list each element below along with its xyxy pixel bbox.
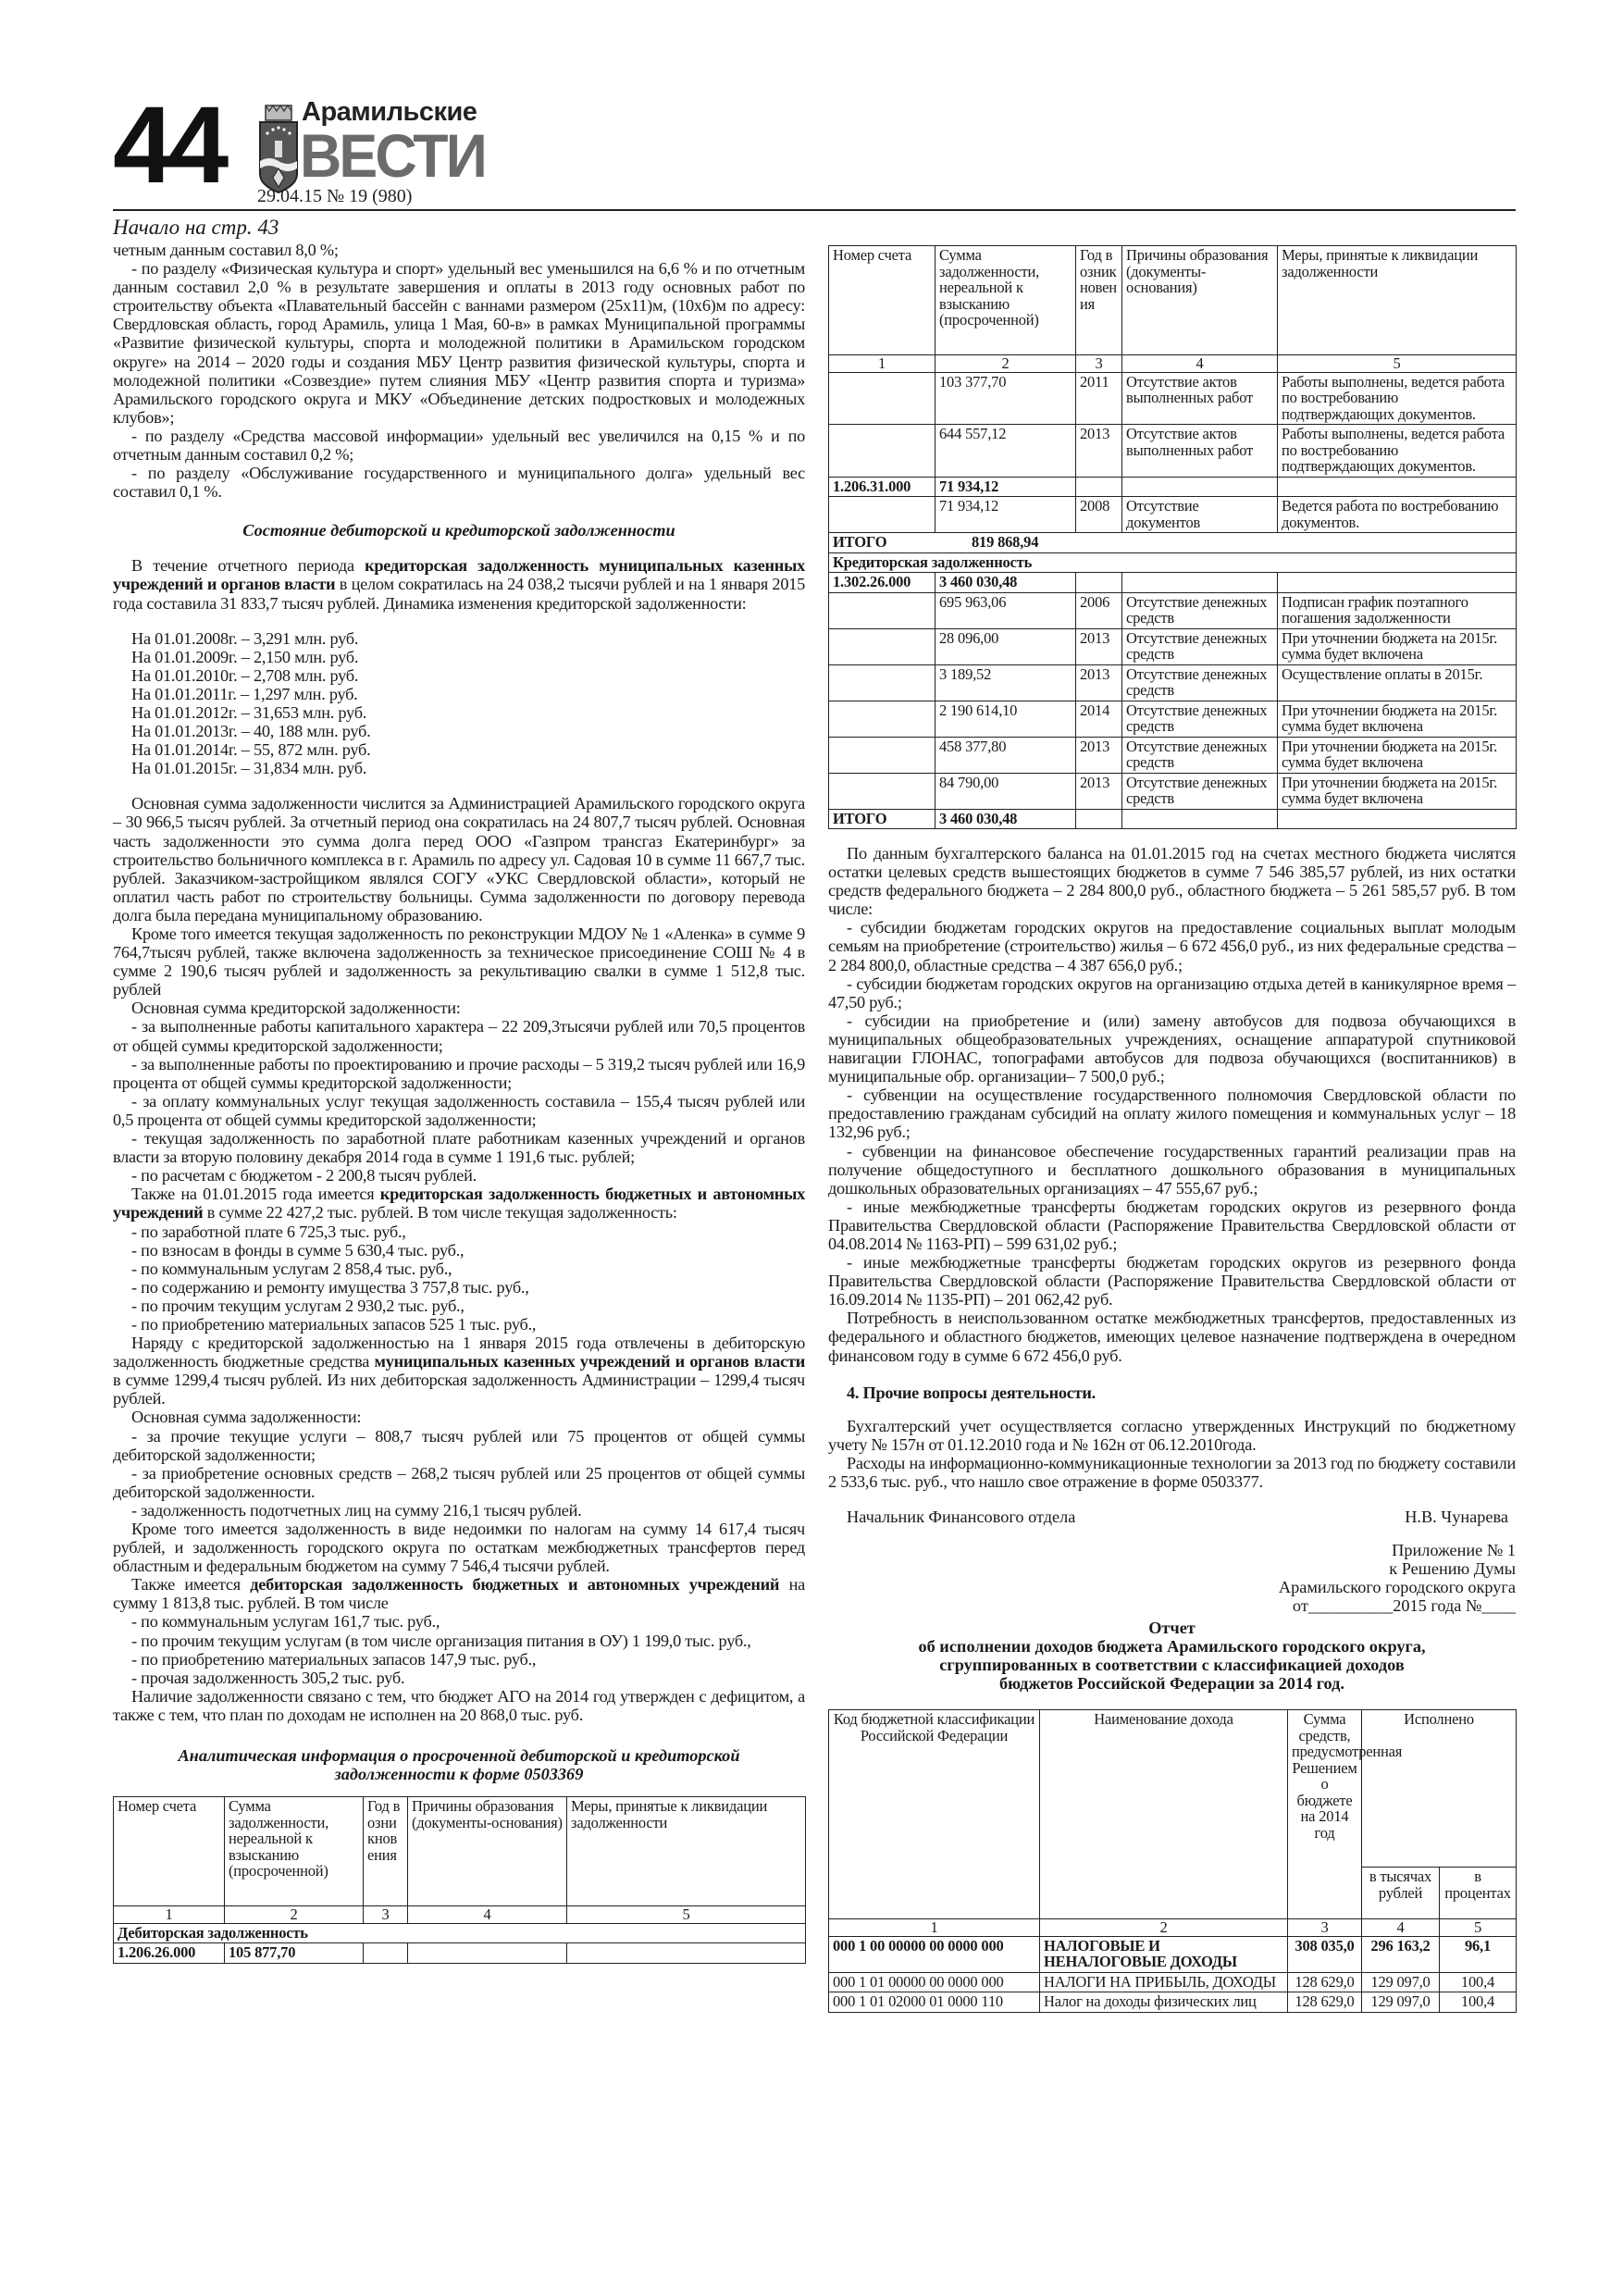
paragraph (113, 1222, 805, 1241)
paragraph (113, 1427, 805, 1464)
text: - по содержанию и ремонту имущества 3 757,8 тыс. руб., (131, 1277, 529, 1297)
column-header: Номер счета (114, 1797, 225, 1906)
table-cell: Осуществление оплаты в 2015г. (1278, 664, 1517, 701)
text: - иные межбюджетные трансферты бюджетам городских округов из резервного фонда Правительства Свердловской области (Распоряжение Правительства Свердловской области от 16.09.2014 № 1135-РП) – 201 062,42 руб. (828, 1253, 1516, 1309)
column-number-row (829, 355, 1517, 373)
text: в сумме 22 427,2 тыс. рублей. В том числе текущая задолженность: (203, 1203, 677, 1222)
text-line: На 01.01.2011г. – 1,297 млн. руб. (131, 684, 358, 703)
table-row (829, 533, 1517, 553)
table-cell (829, 425, 935, 478)
table-cell (829, 701, 935, 737)
section-4-paragraphs (828, 1417, 1516, 1491)
section-label: Дебиторская задолженность (114, 1923, 806, 1943)
column-header: Номер счета (829, 246, 935, 355)
table-row (114, 1923, 806, 1943)
text: - по заработной плате 6 725,3 тыс. руб., (131, 1222, 406, 1241)
table-cell: Отсутствие актов выполненных работ (1122, 425, 1278, 478)
table-cell (829, 372, 935, 425)
table-cell: 2011 (1076, 372, 1122, 425)
text: Основная сумма кредиторской задолженности: (131, 999, 461, 1018)
text: - за приобретение основных средств – 268,2 тысяч рублей или 25 процентов от общей суммы дебиторской задолженности. (113, 1463, 805, 1501)
table-row (829, 372, 1517, 425)
column-number: 1 (829, 1919, 1040, 1937)
paragraph (113, 1334, 805, 1408)
table-cell: 2006 (1076, 592, 1122, 628)
text-line: Арамильского городского округа (1278, 1578, 1516, 1597)
column-header-executed-percent: в процентах (1440, 1868, 1517, 1919)
text: - субвенции на осуществление государственного полномочия Свердловской области по предоставлению гражданам субсидий на оплату жилого помещения и коммунальных услуг – 18 132,96 руб.; (828, 1086, 1516, 1142)
table-cell: Налог на доходы физических лиц (1040, 1992, 1288, 2013)
text: - по коммунальным услугам 2 858,4 тыс. руб., (131, 1259, 452, 1278)
table-cell: 3 460 030,48 (935, 573, 1076, 593)
overdue-debts-table-right (828, 245, 1517, 829)
total-label: ИТОГО (833, 533, 887, 551)
table-cell: 644 557,12 (935, 425, 1076, 478)
table-cell (1278, 573, 1517, 593)
column-number: 4 (1362, 1919, 1440, 1937)
issue-date-number: 29.04.15 № 19 (980) (257, 186, 413, 206)
table-cell (1278, 477, 1517, 497)
text: в сумме 1299,4 тысяч рублей. Из них дебиторская задолженность Администрации – 1299,4 тысяч рублей. (113, 1371, 805, 1409)
column-header: Год возникновения (364, 1797, 408, 1906)
table-cell (1122, 809, 1278, 829)
text: Также имеется (131, 1575, 251, 1595)
paragraph (113, 1575, 805, 1612)
text: - по прочим текущим услугам (в том числе организация питания в ОУ) 1 199,0 тыс. руб., (131, 1631, 751, 1650)
table-row (829, 477, 1517, 497)
text: Расходы на информационно-коммуникационные технологии за 2013 год по бюджету составили 2 533,6 тыс. руб., что нашло свое отражение в форме 0503377. (828, 1453, 1516, 1491)
paragraph (113, 241, 805, 259)
table-cell: Отсутствие денежных средств (1122, 773, 1278, 809)
text: - по взносам в фонды в сумме 5 630,4 тыс. руб., (131, 1240, 465, 1260)
paragraph (113, 1166, 805, 1185)
paragraph (113, 794, 805, 925)
text-line: Отчет (1148, 1619, 1196, 1638)
paragraph (828, 1142, 1516, 1198)
table-cell: При уточнении бюджета на 2015г. сумма будет включена (1278, 773, 1517, 809)
table-cell: 100,4 (1440, 1972, 1517, 1992)
section-label: Кредиторская задолженность (829, 552, 1517, 573)
column-number: 1 (114, 1906, 225, 1924)
paragraph (113, 1520, 805, 1575)
text: - иные межбюджетные трансферты бюджетам городских округов из резервного фонда Правительства Свердловской области (Распоряжение Правительства Свердловской области от 04.08.2014 № 1163-РП) – 599 631,02 руб.; (828, 1197, 1516, 1253)
paragraph (828, 1253, 1516, 1309)
column-number: 2 (225, 1906, 364, 1924)
table-cell: 103 377,70 (935, 372, 1076, 425)
table-row (829, 809, 1517, 829)
overdue-debts-table-left (113, 1796, 806, 1964)
total-value: 819 868,94 (972, 533, 1039, 551)
column-number-row (829, 1919, 1517, 1937)
table-cell: 2013 (1076, 628, 1122, 664)
balance-paragraphs (828, 844, 1516, 1365)
page-number: 44 (113, 84, 224, 206)
paragraph (113, 925, 805, 999)
table-cell (829, 737, 935, 773)
column-header: Год возникновения (1076, 246, 1122, 355)
table-cell: 308 035,0 (1288, 1936, 1362, 1972)
table-cell: Отсутствие денежных средств (1122, 592, 1278, 628)
text: Также на 01.01.2015 года имеется (131, 1185, 380, 1204)
table-cell: Отсутствие денежных средств (1122, 737, 1278, 773)
column-header-planned: Сумма средств, предусмотренная Решением о бюджете на 2014 год (1288, 1710, 1362, 1919)
right-column (828, 245, 1516, 2013)
text: - задолженность подотчетных лиц на сумму 216,1 тысяч рублей. (131, 1500, 582, 1520)
coat-of-arms-icon (258, 104, 299, 194)
text: четным данным составил 8,0 %; (113, 241, 339, 259)
table-row (114, 1943, 806, 1964)
table-cell: Ведется работа по востребованию документов. (1278, 497, 1517, 533)
paragraph (113, 1017, 805, 1054)
text: Потребность в неиспользованном остатке межбюджетных трансфертов, предоставленных из федерального и областного бюджетов, имеющих целевое назначение подтверждена в очередном финансовом году в сумме 6 672 456,0 руб. (828, 1309, 1516, 1365)
table-cell (829, 497, 935, 533)
table-cell: 1.206.31.000 (829, 477, 935, 497)
table-cell: Отсутствие документов (1122, 497, 1278, 533)
table-cell: 128 629,0 (1288, 1992, 1362, 2013)
signature-position: Начальник Финансового отдела (847, 1508, 1076, 1527)
text-line: На 01.01.2012г. – 31,653 млн. руб. (131, 702, 367, 722)
text: - субвенции на финансовое обеспечение государственных гарантий реализации прав на получение общедоступного и бесплатного дошкольного образования в муниципальных дошкольных образовательных организациях – 47 555,67 руб.; (828, 1141, 1516, 1198)
text: - субсидии бюджетам городских округов на организацию отдыха детей в каникулярное время – 47,50 руб.; (828, 974, 1516, 1011)
column-number: 2 (1040, 1919, 1288, 1937)
table-cell: 71 934,12 (935, 477, 1076, 497)
column-number: 2 (935, 355, 1076, 373)
table-cell: 000 1 01 02000 01 0000 110 (829, 1992, 1040, 2013)
table-cell: Подписан график поэтапного погашения задолженности (1278, 592, 1517, 628)
text: - текущая задолженность по заработной плате работникам казенных учреждений и органов власти за вторую половину декабря 2014 года в сумме 1 191,6 тыс. рублей; (113, 1129, 805, 1167)
paragraph (828, 1309, 1516, 1364)
text: - по разделу «Средства массовой информации» удельный вес увеличился на 0,15 % и по отчетным данным составил 0,2 %; (113, 426, 805, 465)
table-row (829, 773, 1517, 809)
column-number-row (114, 1906, 806, 1924)
table-cell: 2013 (1076, 773, 1122, 809)
text: - по коммунальным услугам 161,7 тыс. руб., (131, 1612, 440, 1632)
table-cell: Отсутствие денежных средств (1122, 628, 1278, 664)
table-row (829, 737, 1517, 773)
table-cell: Отсутствие актов выполненных работ (1122, 372, 1278, 425)
text: - за прочие текущие услуги – 808,7 тысяч рублей или 75 процентов от общей суммы дебиторской задолженности; (113, 1426, 805, 1464)
table-cell: 458 377,80 (935, 737, 1076, 773)
table-cell: Отсутствие денежных средств (1122, 664, 1278, 701)
table-cell: Работы выполнены, ведется работа по востребованию подтверждающих документов. (1278, 372, 1517, 425)
table-cell: 2013 (1076, 425, 1122, 478)
column-header: Причины образования (документы-основания) (1122, 246, 1278, 355)
text: - по разделу «Физическая культура и спорт» удельный вес уменьшился на 6,6 % и по отчетным данным составил 2,0 % в результате завершения и оплаты в 2013 году основных работ по строительству объекта «Плавательный бассейн с ваннами размером (25х11)м, (10х6)м по адресу: Свердловская область, город Арамиль, улица 1 Мая, 60-в» в рамках Муниципальной программы «Развитие физической культуры, спорта и молодежной политики в Арамильском городском округе» на 2014 – 2020 годы и создания МБУ Центр развития физической культуры, спорта и молодежной политики «Созвездие» путем слияния МБУ «Центр развития спорта и туризма» Арамильского городского округа и МКУ «Объединение детских подростковых и молодежных клубов»; (113, 259, 805, 427)
text: Основная сумма задолженности: (131, 1408, 362, 1427)
table-cell: При уточнении бюджета на 2015г. сумма будет включена (1278, 701, 1517, 737)
table-cell (364, 1943, 408, 1964)
table-cell: 2014 (1076, 701, 1122, 737)
column-header: Сумма задолженности, нереальной к взысканию (просроченной) (225, 1797, 364, 1906)
text: - по приобретению материальных запасов 147,9 тыс. руб., (131, 1649, 537, 1669)
table-cell: Отсутствие денежных средств (1122, 701, 1278, 737)
text-line: бюджетов Российской Федерации за 2014 год. (999, 1674, 1344, 1694)
table-row (829, 1992, 1517, 2013)
table-cell (1076, 477, 1122, 497)
table-cell: При уточнении бюджета на 2015г. сумма будет включена (1278, 737, 1517, 773)
table-cell: 129 097,0 (1362, 1972, 1440, 1992)
paragraph (113, 259, 805, 427)
column-number: 3 (364, 1906, 408, 1924)
text-line: На 01.01.2015г. – 31,834 млн. руб. (131, 759, 367, 778)
debt-details-paragraphs (113, 794, 805, 1724)
paragraph (113, 1632, 805, 1650)
text-line: На 01.01.2014г. – 55, 872 млн. руб. (131, 740, 371, 760)
text: - субсидии на приобретение и (или) замену автобусов для подвоза обучающихся в муниципальных общеобразовательных учреждениях, оснащение аппаратурой спутниковой навигации ГЛОНАС, топографами автобусов для подвоза обучающихся (воспитанников) в муниципальные обр. организации– 7 500,0 руб.; (828, 1011, 1516, 1086)
paragraph (113, 1241, 805, 1260)
text: - по расчетам с бюджетом - 2 200,8 тысяч рублей. (131, 1166, 477, 1185)
text: на сумму 1 813,8 тыс. рублей. В том числе (113, 1575, 806, 1613)
table-row (829, 425, 1517, 478)
table-cell: НАЛОГИ НА ПРИБЫЛЬ, ДОХОДЫ (1040, 1972, 1288, 1992)
text: Наряду с кредиторской задолженностью на 1 января 2015 года отвлечены в дебиторскую задолженность бюджетные средства (113, 1334, 805, 1371)
paragraph (113, 1687, 805, 1724)
table-cell: 84 790,00 (935, 773, 1076, 809)
paragraph (113, 1092, 805, 1129)
paragraph (113, 1055, 805, 1092)
table-cell: 000 1 00 00000 00 0000 000 (829, 1936, 1040, 1972)
section-heading-analytics: Аналитическая информация о просроченной дебиторской и кредиторской задолженности к форме 0503369 (178, 1746, 740, 1784)
table-row (829, 628, 1517, 664)
paragraph (113, 427, 805, 464)
text: Кроме того имеется текущая задолженность по реконструкции МДОУ № 1 «Аленка» в сумме 9 764,7тысяч рублей, также включена задолженность за техническое присоединение СОШ № 4 в сумме 2 190,6 тысяч рублей и задолженность за рекультивацию свалки в сумме 1 512,8 тыс. рублей (113, 925, 805, 999)
income-execution-table (828, 1709, 1517, 2013)
table-cell: 695 963,06 (935, 592, 1076, 628)
paragraph (828, 844, 1516, 918)
report-title (828, 1619, 1516, 1693)
table-cell: 129 097,0 (1362, 1992, 1440, 2013)
table-cell (829, 773, 935, 809)
table-cell: 2013 (1076, 664, 1122, 701)
table-cell (1122, 477, 1278, 497)
text: - субсидии бюджетам городских округов на предоставление социальных выплат молодым семьям на приобретение (строительство) жилья – 6 672 456,0 руб., из них федеральные средства – 2 284 800,0, областные средства – 4 387 656,0 руб.; (828, 918, 1516, 974)
table-cell: 2 190 614,10 (935, 701, 1076, 737)
text: - по разделу «Обслуживание государственного и муниципального долга» удельный вес составил 0,1 %. (113, 464, 805, 502)
paragraph (113, 1278, 805, 1297)
newspaper-name-top: Арамильские (302, 97, 477, 127)
paragraph (113, 1464, 805, 1501)
paragraph (828, 1417, 1516, 1454)
table-cell (567, 1943, 806, 1964)
credit-dynamics-list (113, 629, 687, 778)
text-line: Приложение № 1 (1392, 1541, 1516, 1560)
paragraph (113, 1315, 805, 1334)
column-number: 4 (1122, 355, 1278, 373)
table-cell (1122, 573, 1278, 593)
appendix-note (828, 1541, 1516, 1615)
table-cell: При уточнении бюджета на 2015г. сумма будет включена (1278, 628, 1517, 664)
paragraph (828, 1086, 1516, 1141)
total-cell (829, 533, 1517, 553)
table-cell: Работы выполнены, ведется работа по востребованию подтверждающих документов. (1278, 425, 1517, 478)
table-row (829, 701, 1517, 737)
table-cell: НАЛОГОВЫЕ И НЕНАЛОГОВЫЕ ДОХОДЫ (1040, 1936, 1288, 1972)
bold-text: муниципальных казенных учреждений и органов власти (374, 1352, 805, 1371)
table-row (829, 1972, 1517, 1992)
table-cell: 3 189,52 (935, 664, 1076, 701)
table-cell: 105 877,70 (225, 1943, 364, 1964)
table-cell: 1.206.26.000 (114, 1943, 225, 1964)
table-cell (829, 628, 935, 664)
column-header-executed-thousands: в тысячах рублей (1362, 1868, 1440, 1919)
section-4-heading: 4. Прочие вопросы деятельности. (847, 1383, 1096, 1402)
bold-text: кредиторская задолженность муниципальных казенных учреждений и органов власти (113, 556, 805, 594)
signature-name: Н.В. Чунарева (1405, 1508, 1508, 1527)
header-rule (113, 209, 1516, 211)
column-number: 5 (1278, 355, 1517, 373)
column-number: 3 (1288, 1919, 1362, 1937)
table-cell: 96,1 (1440, 1936, 1517, 1972)
text-line: На 01.01.2009г. – 2,150 млн. руб. (131, 647, 359, 666)
table-row (829, 573, 1517, 593)
column-number: 5 (567, 1906, 806, 1924)
text-line: На 01.01.2008г. – 3,291 млн. руб. (131, 628, 359, 648)
column-header-name: Наименование дохода (1040, 1710, 1288, 1919)
table-row (829, 592, 1517, 628)
signature-block (828, 1508, 1516, 1526)
table-cell (1278, 809, 1517, 829)
credit-paragraph (113, 556, 805, 612)
paragraph (828, 1454, 1516, 1491)
text: - по приобретению материальных запасов 525 1 тыс. руб., (131, 1314, 537, 1334)
text-line: На 01.01.2010г. – 2,708 млн. руб. (131, 665, 359, 685)
text: По данным бухгалтерского баланса на 01.01.2015 год на счетах местного бюджета числятся остатки целевых средств вышестоящих бюджетов в сумме 7 546 385,57 рублей, из них остатки средств федерального бюджета – 2 284 800,0 руб., областного бюджета – 5 261 585,57 руб. В том числе: (828, 844, 1516, 919)
paragraph (828, 1198, 1516, 1253)
table-cell: 2008 (1076, 497, 1122, 533)
column-number: 5 (1440, 1919, 1517, 1937)
column-number: 4 (408, 1906, 567, 1924)
table-cell: 3 460 030,48 (935, 809, 1076, 829)
column-header: Меры, принятые к ликвидации задолженности (567, 1797, 806, 1906)
paragraph (113, 1650, 805, 1669)
continued-from-note: Начало на стр. 43 (113, 216, 279, 239)
text-line: от__________2015 года №____ (1292, 1596, 1516, 1616)
table-cell: 000 1 01 00000 00 0000 000 (829, 1972, 1040, 1992)
text: В течение отчетного периода (131, 556, 365, 576)
table-cell (829, 592, 935, 628)
text-line: На 01.01.2013г. – 40, 188 млн. руб. (131, 722, 371, 741)
section-heading-debts: Состояние дебиторской и кредиторской задолженности (242, 521, 675, 540)
text: - за выполненные работы по проектированию и прочие расходы – 5 319,2 тысяч рублей или 16,9 процента от общей суммы кредиторской задолженности; (113, 1054, 805, 1092)
table-row (829, 1936, 1517, 1972)
table-cell (1076, 573, 1122, 593)
column-header: Причины образования (документы-основания) (408, 1797, 567, 1906)
paragraph (113, 1408, 805, 1426)
table-cell (1076, 809, 1122, 829)
text: - за оплату коммунальных услуг текущая задолженность составила – 155,4 тысяч рублей или 0,5 процента от общей суммы кредиторской задолженности; (113, 1091, 805, 1129)
table-row (829, 497, 1517, 533)
paragraph (113, 556, 805, 612)
paragraph (113, 1129, 805, 1166)
table-cell: 28 096,00 (935, 628, 1076, 664)
paragraph (113, 999, 805, 1017)
table-row (829, 664, 1517, 701)
table-cell: 100,4 (1440, 1992, 1517, 2013)
text-line: об исполнении доходов бюджета Арамильского городского округа, (918, 1637, 1426, 1657)
column-number: 1 (829, 355, 935, 373)
text: Бухгалтерский учет осуществляется согласно утвержденных Инструкций по бюджетному учету № 157н от 01.12.2010 года и № 162н от 06.12.2010года. (828, 1416, 1516, 1454)
left-column (113, 215, 805, 1964)
text-line: к Решению Думы (1389, 1559, 1516, 1579)
table-cell: 296 163,2 (1362, 1936, 1440, 1972)
paragraph (113, 1612, 805, 1631)
text: - прочая задолженность 305,2 тыс. руб. (131, 1668, 405, 1687)
paragraph (113, 1297, 805, 1315)
column-header: Меры, принятые к ликвидации задолженности (1278, 246, 1517, 355)
paragraph (113, 464, 805, 501)
table-cell: ИТОГО (829, 809, 935, 829)
paragraph (828, 974, 1516, 1011)
paragraph (113, 1260, 805, 1278)
paragraph (113, 1185, 805, 1222)
paragraph (828, 918, 1516, 974)
paragraph (113, 1669, 805, 1687)
newspaper-name-main: ВЕСТИ (300, 121, 485, 190)
table-cell: 1.302.26.000 (829, 573, 935, 593)
table-cell: 71 934,12 (935, 497, 1076, 533)
text: в целом сократилась на 24 038,2 тысячи рублей и на 1 января 2015 года составила 31 833,7 тысяч рублей. Динамика изменения кредиторской задолженности: (113, 575, 805, 613)
column-header-executed: Исполнено (1362, 1710, 1517, 1868)
paragraph (828, 1011, 1516, 1086)
column-header: Сумма задолженности, нереальной к взысканию (просроченной) (935, 246, 1076, 355)
text: Наличие задолженности связано с тем, что бюджет АГО на 2014 год утвержден с дефицитом, а также с тем, что план по доходам не исполнен на 20 868,0 тыс. руб. (113, 1686, 805, 1724)
text-line: сгруппированных в соответствии с классификацией доходов (939, 1656, 1405, 1675)
text: - за выполненные работы капитального характера – 22 209,3тысячи рублей или 70,5 процентов от общей суммы кредиторской задолженности; (113, 1017, 805, 1055)
table-row (829, 552, 1517, 573)
text: Основная сумма задолженности числится за Администрацией Арамильского городского округа – 30 966,5 тысяч рублей. За отчетный период она сократилась на 24 807,7 тысяч рублей. Основная часть задолженности это сумма долга перед ООО «Газпром трансгаз Екатеринбург» за строительство больничного комплекса в г. Арамиль по адресу ул. Садовая 10 в сумме 11 667,7 тыс. рублей. Заказчиком-застройщиком являлся СОГУ «УКС Свердловской области», который не оплатил часть работ по строительству больницы. Сумма задолженности по договору перевода долга была передана муниципальному образованию. (113, 794, 805, 925)
table-cell: 2013 (1076, 737, 1122, 773)
table-cell (408, 1943, 567, 1964)
text: - по прочим текущим услугам 2 930,2 тыс. руб., (131, 1296, 465, 1315)
table-cell: 128 629,0 (1288, 1972, 1362, 1992)
text: Кроме того имеется задолженность в виде недоимки по налогам на сумму 14 617,4 тысяч рублей, и задолженность городского округа по остаткам межбюджетных трансфертов перед областным и федеральным бюджетом на сумму 7 546,4 тысячи рублей. (113, 1520, 805, 1576)
column-number: 3 (1076, 355, 1122, 373)
intro-paragraphs (113, 241, 805, 501)
column-header-code: Код бюджетной классификации Российской Федерации (829, 1710, 1040, 1919)
bold-text: кредиторская задолженность бюджетных и автономных учреждений (113, 1185, 805, 1222)
paragraph (113, 1501, 805, 1520)
bold-text: дебиторская задолженность бюджетных и автономных учреждений (250, 1575, 780, 1595)
table-cell (829, 664, 935, 701)
